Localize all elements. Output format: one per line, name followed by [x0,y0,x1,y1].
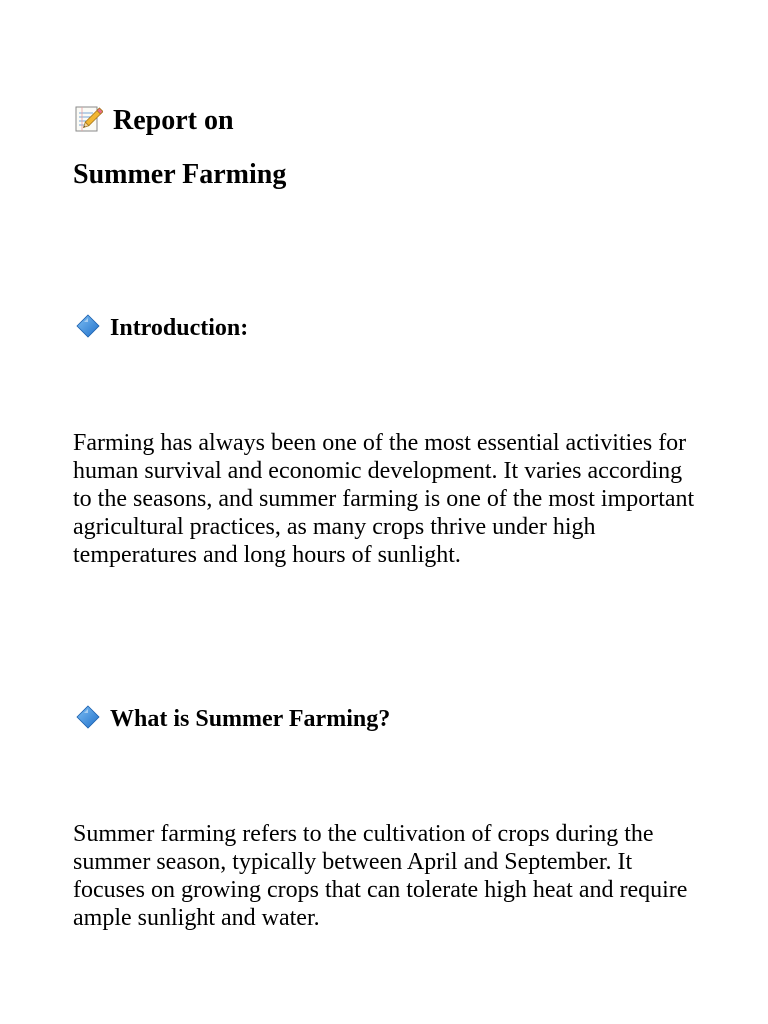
section-heading-text: Introduction: [110,315,249,341]
blue-diamond-icon [76,314,100,338]
section-heading-introduction [76,313,248,343]
blue-diamond-icon [76,705,100,729]
title-line-2: Summer Farming [73,159,287,190]
section-heading-text: What is Summer Farming? [110,706,391,732]
report-title [73,104,234,138]
section-heading-what-is-summer-farming [76,704,390,734]
title-line-1: Report on [113,105,234,136]
memo-icon [73,104,103,134]
section-paragraph-what-is-summer-farming: Summer farming refers to the cultivation of crops during the summer season, typically between April and September. It focuses on growing crops that can tolerate high heat and require ample sunlight and water. [73,821,688,931]
section-paragraph-introduction: Farming has always been one of the most essential activities for human survival and economic development. It varies according to the seasons, and summer farming is one of the most important agricultural practices, as many crops thrive under high temperatures and long hours of sunlight. [73,430,695,568]
report-subtitle [73,158,286,192]
